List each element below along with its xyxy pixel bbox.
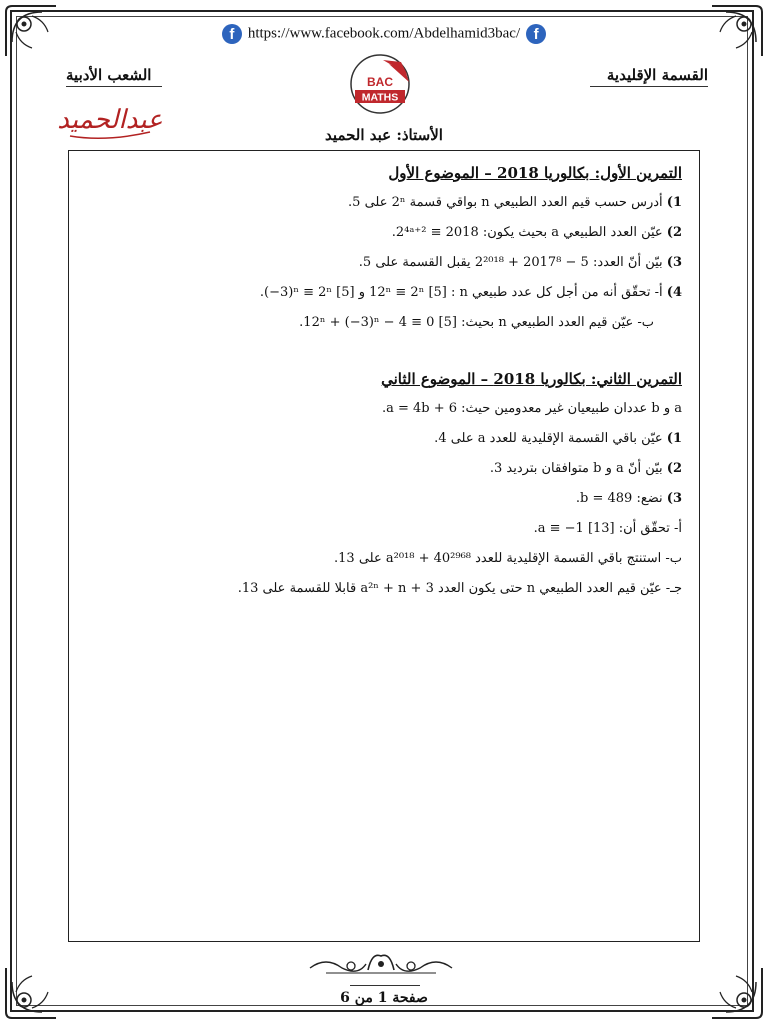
bac-maths-logo <box>343 52 417 116</box>
facebook-icon[interactable]: f <box>222 24 242 44</box>
ex2-question-1: 1) عيّن باقي القسمة الإقليدية للعدد a على 4. <box>434 431 682 446</box>
facebook-icon[interactable]: f <box>526 24 546 44</box>
ex2-question-3: 3) نضع: b = 489. <box>575 491 682 506</box>
ex1-question-1: 1) أدرس حسب قيم العدد الطبيعي n بواقي قسمة 2ⁿ على 5. <box>348 195 682 210</box>
teacher-name: الأستاذ: عبد الحميد <box>325 126 443 144</box>
logo-bottom-text: MATHS <box>361 91 399 104</box>
signature-text: عبدالحميد <box>57 105 163 135</box>
footer-ornament-icon <box>306 950 456 976</box>
exercise-1-title: التمرين الأول: بكالوريا 2018 – الموضوع الأول <box>388 164 682 182</box>
topic-title-underline <box>590 86 708 87</box>
topic-title: القسمة الإقليدية <box>606 66 708 84</box>
stream-title: الشعب الأدبية <box>66 66 152 84</box>
facebook-url[interactable]: https://www.facebook.com/Abdelhamid3bac/ <box>247 25 521 42</box>
ex1-question-4b: ب- عيّن قيم العدد الطبيعي n بحيث: 12ⁿ + (−3)ⁿ − 4 ≡ 0 [5]. <box>299 315 654 330</box>
exercise-content <box>78 160 682 610</box>
ex2-question-2: 2) بيّن أنّ a و b متوافقان بترديد 3. <box>489 461 682 476</box>
ex1-question-4a: 4) أ- تحقّق أنه من أجل كل عدد طبيعي n : 12ⁿ ≡ 2ⁿ [5] و (−3)ⁿ ≡ 2ⁿ [5]. <box>259 285 682 300</box>
page-number-rule <box>350 985 420 986</box>
logo-top-text: BAC <box>367 75 393 89</box>
ex1-question-2: 2) عيّن العدد الطبيعي a بحيث يكون: 2⁴ᵃ⁺² ≡ 2018. <box>391 225 682 240</box>
facebook-link-line <box>0 24 768 44</box>
ex2-question-3a: أ- تحقّق أن: a ≡ −1 [13]. <box>533 521 682 536</box>
ex2-question-3b: ب- استنتج باقي القسمة الإقليدية للعدد a²⁰¹⁸ + 40²⁹⁶⁸ على 13. <box>334 551 682 566</box>
page-number: صفحة 1 من 6 <box>340 990 428 1006</box>
ex2-intro: a و b عددان طبيعيان غير معدومين حيث: a = 4b + 6. <box>381 401 682 416</box>
exercise-2-title: التمرين الثاني: بكالوريا 2018 – الموضوع الثاني <box>381 370 682 388</box>
stream-title-underline <box>66 86 162 87</box>
ex2-question-3c: جـ- عيّن قيم العدد الطبيعي n حتى يكون العدد a²ⁿ + n + 3 قابلا للقسمة على 13. <box>237 581 682 596</box>
ex1-question-3: 3) بيّن أنّ العدد: 2²⁰¹⁸ + 2017⁸ − 5 يقبل القسمة على 5. <box>358 255 682 270</box>
